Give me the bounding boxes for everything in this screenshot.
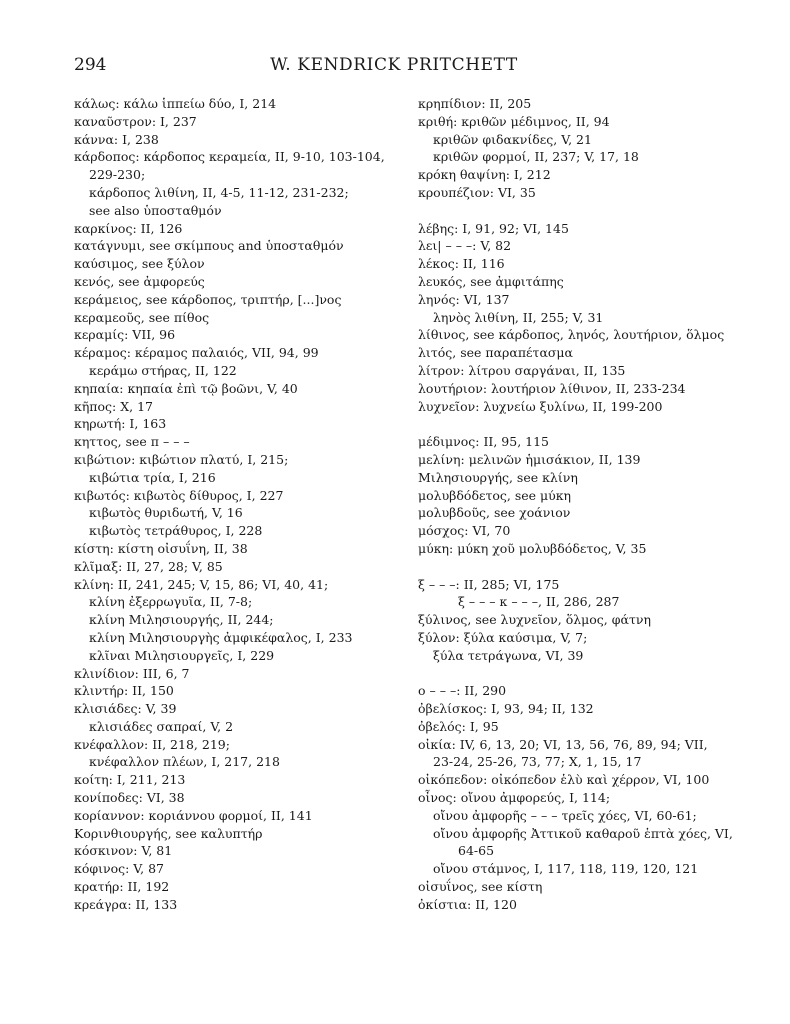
index-subentry: κλισιάδες σαπραί, V, 2 <box>89 718 234 734</box>
index-entry: οἰκόπεδον: οἰκόπεδον ἑλὺ καὶ χέρρον, VI, 100 <box>418 772 710 788</box>
index-entry: λει| – – –: V, 82 <box>418 238 512 254</box>
index-entry: Μιλησιουργής, see κλίνη <box>418 469 578 485</box>
index-entry: κενός, see ἀμφορεύς <box>74 273 205 289</box>
index-entry: μολυβδόδετος, see μύκη <box>418 487 572 503</box>
index-entry: μελίνη: μελινῶν ἡμισάκιον, II, 139 <box>418 451 641 467</box>
index-column-right <box>418 95 733 914</box>
index-entry: κλῖμαξ: II, 27, 28; V, 85 <box>74 558 223 574</box>
index-entry: λουτήριον: λουτήριον λίθινον, II, 233-234 <box>418 380 686 396</box>
index-entry: λέβης: I, 91, 92; VI, 145 <box>418 220 569 236</box>
index-entry: καύσιμος, see ξύλον <box>74 256 205 272</box>
index-entry: οἰκία: IV, 6, 13, 20; VI, 13, 56, 76, 89, 94; VII, <box>418 736 708 752</box>
index-entry: κεραμεοῦς, see πίθος <box>74 309 210 325</box>
index-entry-continuation: 229-230; <box>89 167 146 183</box>
index-entry: Κορινθιουργής, see καλυπτήρ <box>74 825 263 841</box>
index-entry: λευκός, see ἀμφιτάπης <box>418 273 564 289</box>
index-entry: κηρωτή: I, 163 <box>74 416 167 432</box>
index-entry: οἶνος: οἴνου ἀμφορεύς, I, 114; <box>418 790 611 806</box>
index-subentry: ξύλα τετράγωνα, VI, 39 <box>433 647 584 663</box>
index-group-gap <box>418 665 730 683</box>
index-entry: μύκη: μύκη χοῦ μολυβδόδετος, V, 35 <box>418 540 647 556</box>
index-entry: κριθή: κριθῶν μέδιμνος, II, 94 <box>418 113 610 129</box>
index-entry: λίτρον: λίτρου σαργάναι, II, 135 <box>418 362 626 378</box>
index-entry: κάρδοπος: κάρδοπος κεραμεία, II, 9-10, 103-104, <box>74 149 385 165</box>
index-entry: κίστη: κίστη οἰσυΐνη, II, 38 <box>74 540 248 556</box>
running-title: W. KENDRICK PRITCHETT <box>270 55 518 75</box>
index-entry: κεραμίς: VII, 96 <box>74 327 176 343</box>
index-entry: κορίαννον: κοριάννου φορμοί, II, 141 <box>74 807 313 823</box>
index-group-gap <box>418 558 730 576</box>
index-entry: κλίνη: II, 241, 245; V, 15, 86; VI, 40, 41; <box>74 576 329 592</box>
index-entry: ξ – – –: II, 285; VI, 175 <box>418 576 560 592</box>
index-entry: κλιντήρ: II, 150 <box>74 683 174 699</box>
index-entry: κέραμος: κέραμος παλαιός, VII, 94, 99 <box>74 345 319 361</box>
index-entry: λίθινος, see κάρδοπος, ληνός, λουτήριον, ὅλμος <box>418 327 725 343</box>
index-entry: κονίποδες: VI, 38 <box>74 790 185 806</box>
index-entry-continuation: 64-65 <box>458 843 495 859</box>
index-entry: ὀβελός: I, 95 <box>418 718 499 734</box>
index-subentry: ξ – – – κ – – –, II, 286, 287 <box>458 594 620 610</box>
index-entry: μολυβδοῦς, see χοάνιον <box>418 505 571 521</box>
index-entry: ὀκίστια: II, 120 <box>418 896 517 912</box>
index-subentry: κλίνη Μιλησιουργής, II, 244; <box>89 612 274 628</box>
index-entry: κρουπέζιον: VI, 35 <box>418 184 536 200</box>
index-subentry: κνέφαλλον πλέων, I, 217, 218 <box>89 754 280 770</box>
index-entry: καρκίνος: II, 126 <box>74 220 183 236</box>
index-entry-continuation: 23-24, 25-26, 73, 77; X, 1, 15, 17 <box>433 754 642 770</box>
index-entry: ξύλον: ξύλα καύσιμα, V, 7; <box>418 629 588 645</box>
index-entry: κόφινος: V, 87 <box>74 861 164 877</box>
index-entry: ὀβελίσκος: I, 93, 94; II, 132 <box>418 701 594 717</box>
index-entry: κλισιάδες: V, 39 <box>74 701 177 717</box>
index-subentry: κλῖναι Μιλησιουργεῖς, I, 229 <box>89 647 275 663</box>
index-entry: κηττος, see π – – – <box>74 434 190 450</box>
index-entry: οἰσυΐνος, see κίστη <box>418 879 543 895</box>
index-subentry: κιβώτια τρία, I, 216 <box>89 469 216 485</box>
index-entry: κιβωτός: κιβωτὸς δίθυρος, I, 227 <box>74 487 284 503</box>
index-entry: κεράμειος, see κάρδοπος, τριπτήρ, [...]νος <box>74 291 342 307</box>
index-entry: κλινίδιον: III, 6, 7 <box>74 665 190 681</box>
index-entry: κρηπίδιον: II, 205 <box>418 96 532 111</box>
index-entry: ληνός: VI, 137 <box>418 291 510 307</box>
index-entry: κρεάγρα: II, 133 <box>74 896 178 912</box>
index-entry: καναῦστρον: I, 237 <box>74 113 197 129</box>
index-subentry: κεράμω στήρας, II, 122 <box>89 362 237 378</box>
index-subentry: κλίνη Μιλησιουργὴς ἀμφικέφαλος, I, 233 <box>89 629 353 645</box>
index-entry: κιβώτιον: κιβώτιον πλατύ, I, 215; <box>74 451 289 467</box>
index-entry: λυχνεῖον: λυχνείω ξυλίνω, II, 199-200 <box>418 398 663 414</box>
index-entry: κνέφαλλον: II, 218, 219; <box>74 736 230 752</box>
index-entry: κῆπος: X, 17 <box>74 398 153 414</box>
index-subentry: κάρδοπος λιθίνη, II, 4-5, 11-12, 231-232; <box>89 184 349 200</box>
index-subentry: κιβωτὸς τετράθυρος, I, 228 <box>89 523 263 539</box>
index-subentry: κριθῶν φορμοί, II, 237; V, 17, 18 <box>433 149 639 165</box>
index-entry: κρατήρ: II, 192 <box>74 879 170 895</box>
index-entry: λιτός, see παραπέτασμα <box>418 345 573 361</box>
index-subentry: see also ὑποσταθμόν <box>89 202 222 218</box>
index-entry: κάννα: I, 238 <box>74 131 159 147</box>
index-entry: ο – – –: II, 290 <box>418 683 507 699</box>
index-entry: ξύλινος, see λυχνεῖον, ὅλμος, φάτνη <box>418 612 651 628</box>
index-entry: λέκος: II, 116 <box>418 256 505 272</box>
page-number: 294 <box>74 55 107 75</box>
index-group-gap <box>418 202 730 220</box>
page-header <box>74 55 714 79</box>
index-subentry: οἴνου στάμνος, I, 117, 118, 119, 120, 121 <box>433 861 699 877</box>
index-entry: κάλως: κάλω ἱππείω δύο, I, 214 <box>74 96 277 111</box>
index-subentry: οἴνου ἀμφορῆς – – – τρεῖς χόες, VI, 60-61; <box>433 807 697 823</box>
index-entry: μόσχος: VI, 70 <box>418 523 511 539</box>
index-entry: κοίτη: I, 211, 213 <box>74 772 186 788</box>
index-column-left <box>74 95 404 914</box>
index-subentry: κιβωτὸς θυριδωτή, V, 16 <box>89 505 243 521</box>
index-entry: κόσκινον: V, 81 <box>74 843 173 859</box>
index-group-gap <box>418 415 730 433</box>
index-subentry: κριθῶν φιδακνίδες, V, 21 <box>433 131 592 147</box>
index-subentry: οἴνου ἀμφορῆς Ἀττικοῦ καθαροῦ ἑπτὰ χόες, VI, <box>433 825 733 841</box>
index-entry: κηπαία: κηπαία ἐπὶ τῷ βοῶνι, V, 40 <box>74 380 298 396</box>
index-entry: κρόκη θαψίνη: I, 212 <box>418 167 551 183</box>
index-entry: κατάγνυμι, see σκίμπους and ὑποσταθμόν <box>74 238 344 254</box>
index-subentry: κλίνη ἐξερρωγυῖα, II, 7-8; <box>89 594 253 610</box>
index-subentry: ληνὸς λιθίνη, II, 255; V, 31 <box>433 309 604 325</box>
index-entry: μέδιμνος: II, 95, 115 <box>418 434 549 450</box>
